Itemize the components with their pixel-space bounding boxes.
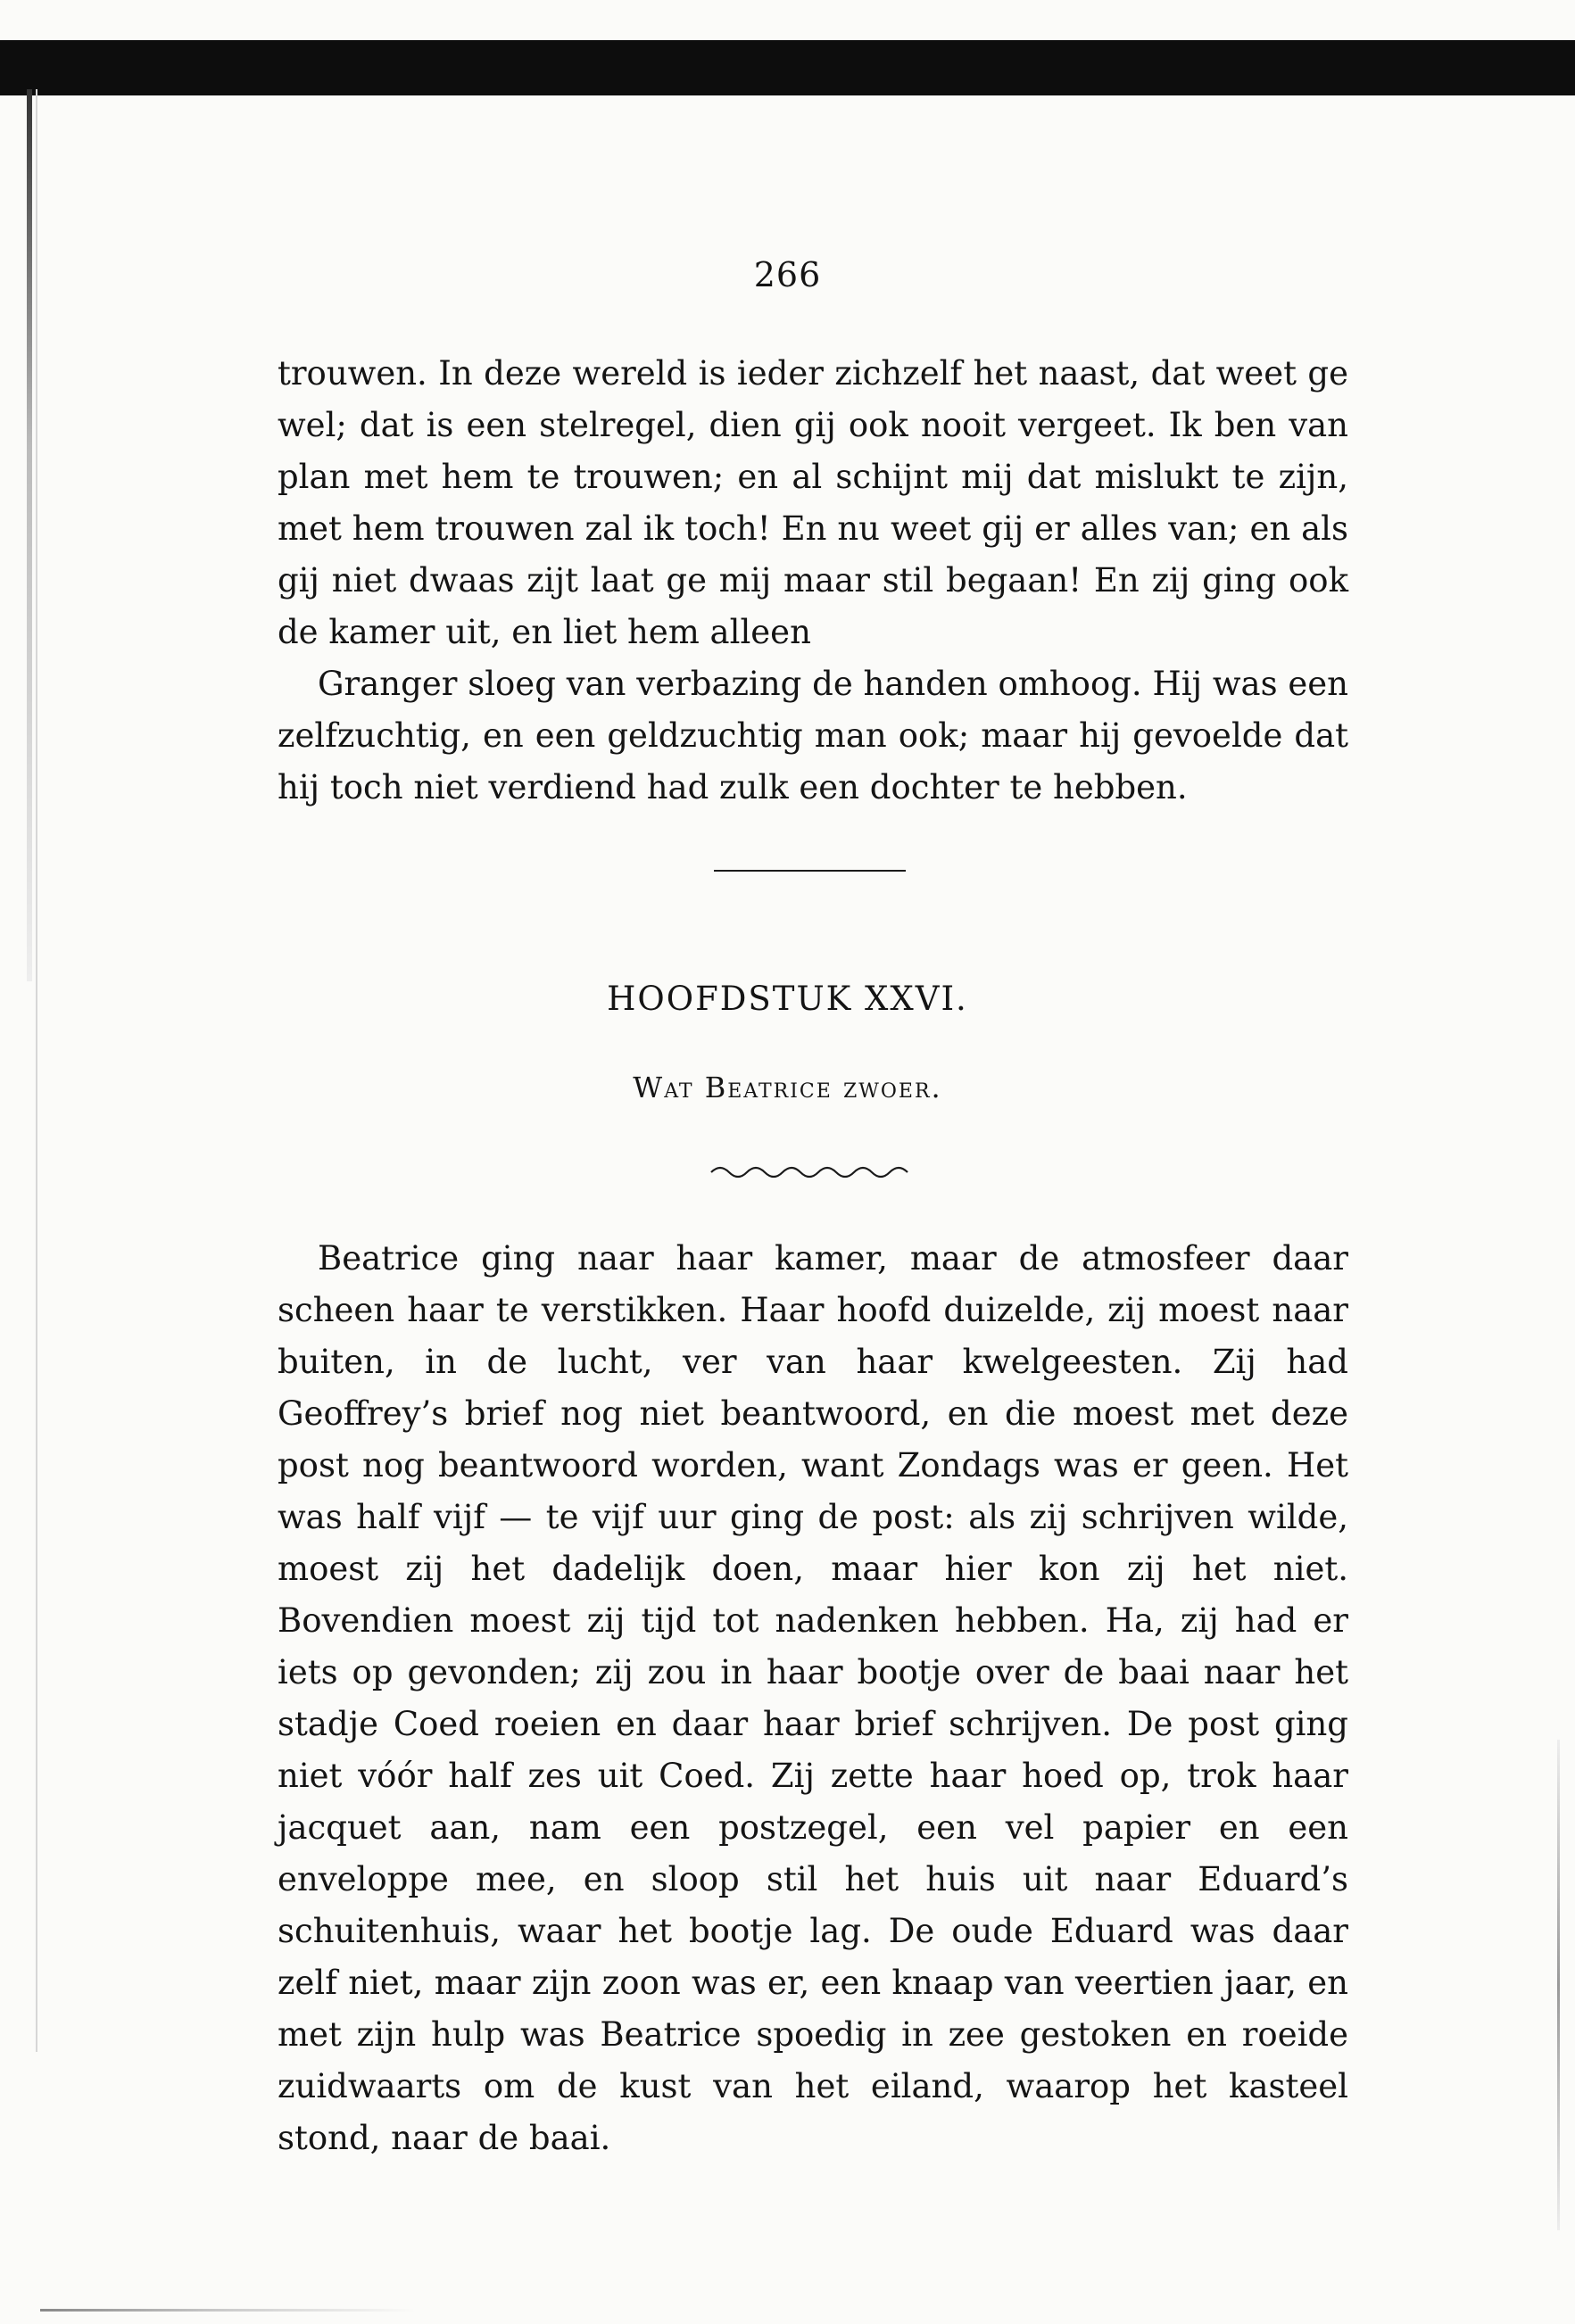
paragraph-continuation: trouwen. In deze wereld is ieder zichzelf het naast, dat weet ge wel; dat is een stelregel, dien gij ook nooit vergeet. Ik ben van plan met hem te trouwen; en al schijnt mij dat mislukt te zijn, met hem trouwen zal ik toch! En nu weet gij er alles van; en als gij niet dwaas zijt laat ge mij maar stil begaan! En zij ging ook de kamer uit, en liet hem alleen: [278, 354, 1348, 651]
scan-left-edge: [27, 89, 32, 981]
paragraph-beatrice: Beatrice ging naar haar kamer, maar de atmosfeer daar scheen haar te verstikken. Haar hoofd duizelde, zij moest naar buiten, in de lucht, ver van haar kwelgeesten. Zij had Geoffrey’s brief nog niet beantwoord, en die moest met deze post nog beantwoord worden, want Zondags was er geen. Het was half vijf — te vijf uur ging de post: als zij schrijven wilde, moest zij het dadelijk doen, maar hier kon zij het niet. Bovendien moest zij tijd tot nadenken hebben. Ha, zij had er iets op gevonden; zij zou in haar bootje over de baai naar het stadje Coed roeien en daar haar brief schrijven. De post ging niet vóór half zes uit Coed. Zij zette haar hoed op, trok haar jacquet aan, nam een postzegel, een vel papier en een enveloppe mee, en sloop stil het huis uit naar Eduard’s schuitenhuis, waar het bootje lag. De oude Eduard was daar zelf niet, maar zijn zoon was er, een knaap van veertien jaar, en met zijn hulp was Beatrice spoedig in zee gestoken en roeide zuidwaarts om de kust van het eiland, waarop het kasteel stond, naar de baai.: [278, 1239, 1348, 2157]
scan-right-edge: [1557, 1740, 1560, 2230]
chapter-title: HOOFDSTUK XXVI.: [607, 980, 968, 1018]
chapter-subtitle: Wat Beatrice zwoer.: [633, 1071, 942, 1104]
paragraph-granger: Granger sloeg van verbazing de handen omhoog. Hij was een zelfzuchtig, en een geldzuchtig man ook; maar hij gevoelde dat hij toch niet verdiend had zulk een dochter te hebben.: [278, 665, 1348, 806]
section-divider: [714, 870, 906, 872]
wavy-ornament-icon: [709, 1160, 915, 1183]
scan-bottom-edge: [40, 2309, 415, 2312]
page-number: 266: [753, 255, 822, 294]
scan-top-border: [0, 40, 1575, 95]
